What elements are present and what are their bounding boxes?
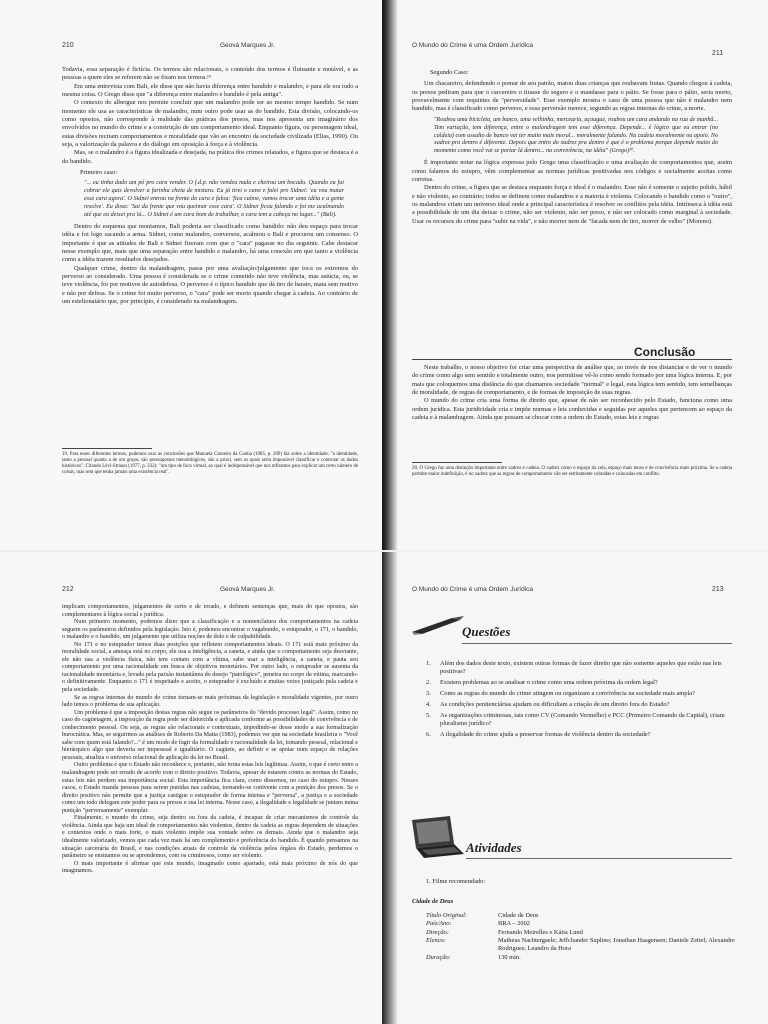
paragraph: Se as regras internas do mundo do crime tornam-se mais próximas da legislação e moralidade vigentes, por outro lado temos o problema de sua aplicação.: [62, 694, 358, 709]
film-label: País/Ano:: [426, 920, 452, 928]
footnote-rule: [412, 462, 502, 463]
heading-rule: [462, 643, 732, 644]
body-text: [412, 66, 732, 226]
paragraph: Todavia, essa separação é fictícia. Os termos são relacionais, o conteúdo dos termos é flutuante e mutável, e as pessoas a quem eles se referem não se fixam nos termos.¹⁹: [62, 66, 358, 82]
activities-heading: Atividades: [466, 840, 522, 855]
paragraph: O mais importante é afirmar que este mundo, imaginado como apartado, está mais próximo de nós do que imaginamos.: [62, 860, 358, 875]
paragraph: Qualquer crime, dentro da malandragem, passa por uma avaliação/julgamento que toca os extremos do perverso ao considerado. Uma pessoa é considerada se o crime cometido não teve violência, mas astúcia, ou, se teve violência, foi por motivos de autodefesa. O perverso é o típico bandido que dá tiro de barato, mata sem motivo e não por defesa. Se o crime foi muito perverso, o "cara" pode ser morto quando chegar à cadeia. Ao contrário de um estelionatário que, por princípio, é considerado na malandragem.: [62, 264, 358, 306]
paragraph: No 171 e no estuprador temos duas posições que refletem comportamentos ideais. O 171 está mais próximo da moralidade social, a ameaça está no corpo, ele usa a inteligência, a caneta, e ainda que o comportamento seja desviante, ele não usa a violência física, não tem contato com a vítima, sabe usar a inteligência, a caneta, e pauta seu comportamento por uma racionalidade em busca de objetivos monetários. Por outro lado, o estuprador se ausenta da racionalidade monetária e, levado pela paixão instantânea do desejo "patológico", penetra no corpo da vítima, marcando-o definitivamente. Enquanto o 171 é respeitado e aceito, o estuprador é excluído e muitas vezes justiçado pela cadeia e pela sociedade.: [62, 641, 358, 694]
running-head: Geová Marques Jr.: [220, 42, 275, 49]
page-number: 213: [712, 586, 724, 593]
running-head: Geová Marques Jr.: [220, 586, 275, 593]
footnote: 19. Para esses diferentes termos, podemos usar as conclusões que Manuela Carneiro da Cunha (1985, p. 209) faz sobre a identidade: "a identidade, tanto a pessoal quanto a de um grupo, são pressupostos metodológicos, são a priori, sem os quais seria impossível classificar e controlar os dados históricos". Citando Lévi-Strauss (1977, p. 332): "um tipo de foco virtual, ao qual é indispensável que nos refiramos para explicar um certo número de coisas, mas sem que tenha jamais uma existência real".: [62, 452, 358, 476]
paragraph: Em uma entrevista com Bali, ele disse que não havia diferença entre bandido e malandro, e para ele era tudo a mesma coisa. O Grego disse que "a diferença entre malandro e bandido é pela antiga".: [62, 82, 358, 99]
table-row: [426, 929, 736, 937]
item-number: 5.: [426, 711, 431, 719]
list-item: 6. A ilegalidade do crime ajuda a preservar formas de violência dentro da sociedade?: [426, 730, 651, 738]
laptop-icon: [406, 814, 468, 860]
paragraph: Outro problema é que o Estado não reconhece e, portanto, não torna estas leis legítimas. Assim, o que é certo entre a malandragem pode ser errado de acordo com o direito positivo. Todavia, apesar de estarem contra as normas do Estado, estas leis não perdem sua importância social. Esta importância fica clara, como dissemos, no caso do estupro. Nesses casos, o Estado manda pessoas para serem punidas nas cadeias, tornando-se conivente com a punição dos presos. Se o direito positivo não permite que a justiça castigue o estuprador de forma intensa e "perversa", a justiça e a sociedade como um todo delegam este poder para os presos e sua lei interna. Nesse caso, a ilegalidade e legalidade se juntam numa punição "perversamente" exemplar.: [62, 762, 358, 814]
film-value: Matheus Nachtergaele; Jeffchander Suplino; Jonathan Haagensen; Daniele Zettel; Alexandre Rodrigues; Leandro da Hora: [498, 937, 735, 953]
table-row: [426, 920, 736, 928]
page-213: [382, 552, 768, 1024]
list-item: 2. Existem problemas ao se analisar o crime como uma ordem próxima da ordem legal?: [426, 679, 658, 687]
paragraph: Dentro do esquema que montamos, Bali poderia ser classificado como bandido: não deu espaço para trocar idéia e foi logo sacando a arma. Sidnei, como malandro, conversou, acalmou o Bali e procurou um consenso. O importante é que as atitudes de Bali e Sidnei fizeram com que o "cara" pagasse no dia seguinte. Cabe destacar nesse exemplo que, mais que uma separação entre bandido e malandro, há uma conexão em que tanto a violência como a idéia trazem resultados desejados.: [62, 223, 358, 264]
item-number: 1.: [426, 660, 431, 667]
page-number: 212: [62, 586, 74, 593]
item-number: 6.: [426, 730, 431, 738]
paragraph: Um problema é que a imposição destas regras não segue os parâmetros do "devido processo legal". Assim, como no caso do cagüetagem, a imposição da regra pode ser distorcida e aplicada conforme as possibilidades de convivência e de conhecimento pessoal. Ou seja, as regras são relacionais e contextuais, impedindo-se desse modo a sua formalização burocrática. Mas, se seguirmos as análises de Roberto Da Matta (1983), podemos ver que na sociedade brasileira o "Você sabe com quem está falando?..." é um modo de fugir da formalidade e racionalidade da lei, tomando pessoal, relacional e hierárquico algo que deveria ser impessoal e igualitário. O cagüete, ao definir e se apoiar num espaço de relações pessoais, atualiza o universo relacional de aplicação da lei no Brasil.: [62, 709, 358, 761]
paragraph: Dentro do crime, a figura que se destaca enquanto força e ideal é o malandro. Esse não é somente o sujeito polido, hábil e não violento, ao contrário; todos se definem como malandros e a maioria é violenta. Colocando o bandido como o "outro", os malandros criam um universo ideal onde a principal característica é resolver os conflitos pela idéia. Intrínseca à idéia está a possibilidade de um dia deixar o crime, não ser violento, não ser preso, e não ser colocado como marginal à sociedade. Usar os recursos do crime para "subir na vida", e não morrer nem de "facada nem de tiro, morrer de velho" (Moreno).: [412, 184, 732, 225]
book-gutter: [382, 0, 398, 550]
conclusion-text: [412, 364, 732, 422]
questions-heading: Questões: [462, 624, 511, 639]
section-title: Conclusão: [634, 345, 696, 359]
table-row: [426, 912, 736, 920]
film-label: Elenco:: [426, 937, 446, 945]
film-value: Cidade de Deus: [498, 912, 539, 919]
film-value: Fernando Meirelles e Kátia Lund: [498, 928, 583, 936]
case-label: Segundo Caso:: [430, 69, 469, 76]
paragraph: O mundo do crime cria uma forma de direito que, apesar de não ser reconhecido pelo Estado, funciona como uma ordem jurídica. Esta juridicidade cria e impõe normas e leis conhecidas e seguidas por aqueles que pertencem ao espaço da cadeia e à malandragem. Ainda que possam se chocar com a ordem do Estado, estas leis e regras: [412, 397, 732, 422]
list-item: 5. As organizações criminosas, tais como CV (Comando Vermelho) e PCC (Primeiro Comando da Capital), criam pluralismo jurídico?: [426, 711, 725, 728]
film-value: 130 min.: [498, 953, 521, 961]
book-gutter: [382, 552, 398, 1024]
page-number: 211: [712, 50, 724, 57]
paragraph: Num primeiro momento, podemos dizer que a classificação e a nomenclatura dos comportamentos na cadeia seguem os parâmetros definidos pela legislação. Isto é, podemos encontrar o vagabundo, o estuprador, o 171, o bandido, o malandro e o bandido, um julgamento que utiliza noções de dolo e de culpabilidade.: [62, 619, 358, 641]
item-number: 2.: [426, 679, 431, 687]
item-number: 3.: [426, 690, 431, 698]
page-number: 210: [62, 42, 74, 49]
paragraph: Um chacareiro, defendendo o pomar de seu patrão, matou duas crianças que roubavam frutas. Quando chegou à cadeia, os presos pediram para que o carcereiro o tirasse do seguro e o mandasse para o pátio. Se fosse para o pátio, seria morto, provavelmente com requintes de "perversidade". Esse exemplo mostra o caso de uma pessoa que não é malandro nem bandido, mas é classificado como perverso, e essa perversão merece, segundo as regras internas do crime, a morte.: [412, 80, 732, 113]
footnote-rule: [62, 448, 152, 449]
running-head: O Mundo do Crime é uma Ordem Jurídica: [412, 586, 534, 593]
item-number: 4.: [426, 700, 431, 708]
paragraph: implicam comportamentos, julgamentos de certo e de errado, e definem sentenças que, mais do que opostos, são complementares à lógica social e jurídica.: [62, 604, 358, 618]
pen-icon: [410, 614, 468, 636]
list-item: 3. Como as regras do mundo do crime atingem ou organizam a convivência na sociedade mais ampla?: [426, 690, 695, 698]
section-rule: [412, 359, 732, 360]
list-item: 1. Além dos dados deste texto, existem outras formas de fazer direito que não somente aqueles que estão nas leis positivas?: [426, 660, 722, 676]
body-text: [62, 66, 358, 306]
paragraph: Neste trabalho, o nosso objetivo foi criar uma perspectiva de análise que, ao invés de nos distanciar e de ver o mundo do crime como algo sem sentido e totalmente outro, nos permitisse vê-lo como sendo formado por uma lógica interna. E, por mais que coloquemos uma distância do que chamamos sociedade "normal" e legal, esta lógica tem sentido, tem semelhanças de moralidade, de regras de comportamento, e de formas de imposição de suas regras.: [412, 364, 732, 397]
film-value: BRA – 2002: [498, 920, 530, 928]
activity-item: 1. Filme recomendado:: [426, 878, 486, 885]
film-heading: Cidade de Deus: [412, 898, 454, 905]
body-text: [62, 604, 358, 876]
running-head: O Mundo do Crime é uma Ordem Jurídica: [412, 42, 534, 49]
table-row: [426, 954, 736, 962]
paragraph: Mas, se o malandro é a figura idealizada e desejada, na prática dos crimes relatados, a figura que se destaca é a do bandido.: [62, 149, 358, 165]
page-210: [0, 0, 382, 550]
paragraph: O contexto do albergue nos permite concluir que um malandro pode ser ao mesmo tempo bandido. Se num momento ele usa as características de malandro, num outro pode usar as do bandido. Esta divisão, colocando-os como opostos, não corresponde à realidade das práticas dos presos, mas nos apresenta um imaginário dos envolvidos no mundo do crime e a construção de um comportamento ideal. Enquanto figura, ou personagem ideal, estas divisões recriam comportamentos e moralidade que vão ao encontro da sociedade civilizada (Elias, 1990). Ou seja, a valorização da palavra e do diálogo em oposição à força e à violência.: [62, 99, 358, 149]
page-211: [382, 0, 768, 550]
case-label: Primeiro caso:: [80, 169, 118, 177]
interview-quote: "Roubou uma bicicleta, um banco, uma velhinha, mercearia, açougue, roubou um cara andando na rua de manhã... Tem variação, tem diferença, entre o malandragem tem esse diferença. Depende... é lógico que eu entrar (no caldeia) com assalto de banco vai ter muito mais moral... moralmente falando. Na cadeia moralmente ou apoio. No xadrez pra dentro é diferente. Depois que entro do xadrez pra dentro é que é o problema porque depende muito do momento como você vai se portar lá dentro... na convivência, na idéia" (Grego)²⁰.: [434, 116, 718, 155]
film-info-table: [426, 912, 736, 962]
list-item: 4. As condições penitenciárias ajudam ou dificultam a criação de um direito fora do Estado?: [426, 700, 670, 708]
heading-rule: [466, 858, 732, 859]
questions-list: [426, 660, 736, 742]
page-212: [0, 552, 382, 1024]
film-label: Direção:: [426, 928, 449, 936]
film-label: Título Original:: [426, 912, 468, 919]
footnote: 20. O Grego faz uma distinção importante entre xadrez e cadeia. O xadrez como o espaço da cela, espaço mais tenso e de convivência mais próxima. Se a cadeia permite maior indefinição, é no xadrez que as regras de comportamento vão ser estritamente cobradas e colocadas em conflito.: [412, 466, 732, 478]
film-label: Duração:: [426, 953, 451, 961]
paragraph: Finalmente, o mundo do crime, seja dentro ou fora da cadeia, é incapaz de criar mecanismos de controle da violência. Ainda que haja um ideal de comportamentos não violentos, dentro da cadeia as regras dependem de situações e contextos onde o mais forte, o mais violento impõe sua vontade sobre os demais. Ainda que o malandro seja idealmente valorizado, vemos que cada vez mais há um complemento e preferência do bandido. É quando pensamos na situação carcerária do Brasil, e nas condições atuais de controle da violência pelos órgãos do Estado, perdemos o parâmetro se ensinamos ou se aprendemos, com os criminosos, como ser violento.: [62, 815, 358, 860]
table-row: [426, 937, 736, 954]
interview-quote: "... eu tinha dado um pó pro cara vender. O f.d.p. não vendeu nada e cheirou um bocado. Quando eu fui cobrar ele quis devolver a farinha cheia de mistura. Eu já tirei o cano e falei pro Sidnei: 'eu vou matar esse cara agora'. O Sidnei entrou na frente do cara e falou: 'fica calmo, vamos trocar uma idéia e a gente resolve'. Eu disse: 'Sai da frente que vou queimar esse cara'. O Sidnei ficou falando e foi me acalmando até que eu deixei pra lá... O Sidnei é um cara bom de trabalhar, o cara tem a cabeça no lugar..." (Bali).: [84, 180, 344, 219]
paragraph: É importante notar na lógica expressa pelo Grego uma classificação e uma avaliação de comportamentos que, assim como falamos do estupro, vêm complementar as normas jurídicas positivadas nos códigos e socialmente aceitas como corretas.: [412, 159, 732, 183]
